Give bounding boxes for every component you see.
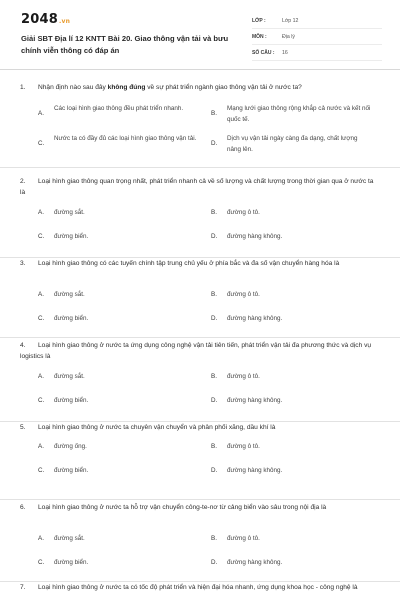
option-text: đường biển. (54, 315, 89, 322)
meta-row-class (252, 13, 382, 29)
question-stem (20, 340, 380, 362)
question-number: 2. (20, 178, 26, 185)
answer-option[interactable] (211, 396, 376, 418)
question-text-part: về sự phát triển ngành giao thông vận tải ở nước ta? (145, 84, 302, 91)
option-text: đường biển. (54, 467, 89, 474)
question-stem (20, 582, 380, 593)
site-logo[interactable] (21, 12, 70, 27)
answer-option[interactable] (211, 372, 376, 394)
option-text: đường sắt. (54, 291, 85, 298)
answer-option[interactable] (38, 396, 203, 418)
option-letter: B. (211, 110, 217, 117)
option-text: đường ống. (54, 443, 87, 450)
question-stem (20, 258, 380, 269)
question-number: 6. (20, 504, 26, 511)
option-letter: A. (38, 535, 44, 542)
meta-row-subject (252, 29, 382, 45)
question-item (0, 82, 400, 168)
option-letter: C. (38, 233, 45, 240)
option-letter: A. (38, 209, 44, 216)
question-number: 5. (20, 424, 26, 431)
question-item (0, 176, 400, 258)
option-letter: C. (38, 559, 45, 566)
meta-value: Địa lý (282, 33, 295, 40)
option-letter: D. (211, 397, 218, 404)
question-number: 7. (20, 584, 26, 591)
option-letter: A. (38, 373, 44, 380)
option-text: đường ô tô. (227, 209, 260, 216)
option-letter: B. (211, 373, 217, 380)
option-text: đường ô tô. (227, 373, 260, 380)
answer-option[interactable] (211, 208, 376, 230)
question-stem (20, 502, 380, 513)
option-text: đường ô tô. (227, 291, 260, 298)
option-text: đường hàng không. (227, 559, 283, 566)
answer-option[interactable] (211, 290, 376, 312)
question-text (38, 260, 339, 267)
option-letter: A. (38, 110, 44, 117)
option-text: đường hàng không. (227, 315, 283, 322)
option-letter: C. (38, 397, 45, 404)
option-letter: D. (211, 559, 218, 566)
question-text-part: Loại hình giao thông ở nước ta chuyên vận chuyển và phân phối xăng, dầu khí là (38, 424, 276, 431)
option-letter: D. (211, 467, 218, 474)
question-text-part: Loại hình giao thông ở nước ta có tốc độ phát triển và hiện đại hóa nhanh, ứng dụng khoa học - công nghệ là (38, 584, 358, 591)
answer-option[interactable] (38, 442, 203, 464)
option-text: Các loại hình giao thông đều phát triển nhanh. (54, 105, 184, 112)
answer-option[interactable] (38, 558, 203, 580)
option-letter: C. (38, 315, 45, 322)
answer-option[interactable] (211, 134, 376, 156)
option-text: đường biển. (54, 233, 89, 240)
question-text (38, 424, 275, 431)
option-letter: D. (211, 140, 218, 147)
question-item (0, 502, 400, 582)
document-meta (252, 13, 382, 61)
option-letter: D. (211, 315, 218, 322)
option-letter: B. (211, 209, 217, 216)
option-text: đường ô tô. (227, 443, 260, 450)
option-text: đường biển. (54, 559, 89, 566)
question-text-part: Loại hình giao thông ở nước ta ứng dụng công nghệ vận tải tiên tiến, phát triển vận tải đa phương thức và dịch vụ logistics là (20, 342, 372, 360)
question-stem (20, 422, 380, 433)
answer-option[interactable] (38, 372, 203, 394)
answer-option[interactable] (38, 314, 203, 336)
option-text: đường hàng không. (227, 397, 283, 404)
answer-option[interactable] (211, 442, 376, 464)
meta-value: 16 (282, 49, 288, 56)
option-text: Nước ta có đầy đủ các loại hình giao thông vận tải. (54, 135, 197, 142)
option-text: Mạng lưới giao thông rộng khắp cả nước và kết nối quốc tế. (227, 105, 371, 123)
answer-option[interactable] (38, 232, 203, 254)
page-header (0, 0, 400, 70)
answer-option[interactable] (38, 134, 203, 156)
logo-text: 2048 (21, 12, 58, 27)
option-text: đường sắt. (54, 535, 85, 542)
question-item (0, 258, 400, 338)
option-text: Dịch vụ vận tải ngày càng đa dạng, chất lượng nâng lên. (227, 135, 358, 153)
question-stem (20, 82, 380, 93)
question-stem (20, 176, 380, 198)
question-text-part: Loại hình giao thông ở nước ta hỗ trợ vận chuyển công-te-nơ từ cảng biển vào sâu trong nội địa là (38, 504, 327, 511)
question-item (0, 340, 400, 422)
question-item (0, 582, 400, 600)
answer-option[interactable] (211, 534, 376, 556)
option-text: đường sắt. (54, 373, 85, 380)
meta-value: Lớp 12 (282, 17, 299, 24)
question-number: 1. (20, 84, 26, 91)
question-text-part: Loại hình giao thông quan trọng nhất, phát triển nhanh cả về số lượng và chất lượng trong thời gian qua ở nước ta là (20, 178, 374, 196)
answer-option[interactable] (211, 466, 376, 488)
answer-option[interactable] (211, 314, 376, 336)
option-letter: D. (211, 233, 218, 240)
option-text: đường ô tô. (227, 535, 260, 542)
answer-option[interactable] (211, 104, 376, 126)
question-text (38, 584, 358, 591)
option-text: đường hàng không. (227, 233, 283, 240)
answer-option[interactable] (38, 466, 203, 488)
question-text-part: Loại hình giao thông có các tuyến chính tập trung chủ yếu ở phía bắc và đa số vận chuyển hàng hóa là (38, 260, 340, 267)
question-emphasis: không đúng (107, 84, 146, 91)
logo-tld: .vn (58, 18, 71, 25)
option-text: đường sắt. (54, 209, 85, 216)
question-text (38, 504, 326, 511)
question-text-part: Nhận định nào sau đây (38, 84, 108, 91)
meta-label: SỐ CÂU : (252, 49, 275, 56)
option-letter: B. (211, 535, 217, 542)
question-number: 3. (20, 260, 26, 267)
answer-option[interactable] (38, 104, 203, 126)
meta-label: LỚP : (252, 17, 266, 24)
answer-option[interactable] (38, 208, 203, 230)
meta-label: MÔN : (252, 33, 267, 40)
option-letter: A. (38, 291, 44, 298)
answer-option[interactable] (211, 232, 376, 254)
option-letter: C. (38, 467, 45, 474)
question-number: 4. (20, 342, 26, 349)
option-letter: A. (38, 443, 44, 450)
option-letter: B. (211, 443, 217, 450)
answer-option[interactable] (38, 534, 203, 556)
meta-row-count (252, 45, 382, 61)
question-text (20, 342, 371, 360)
option-letter: B. (211, 291, 217, 298)
question-text (38, 84, 302, 91)
option-text: đường biển. (54, 397, 89, 404)
document-title: Giải SBT Địa lí 12 KNTT Bài 20. Giao thông vận tải và bưu chính viễn thông có đáp án (21, 34, 229, 55)
question-item (0, 422, 400, 500)
question-text (20, 178, 373, 196)
option-letter: C. (38, 140, 45, 147)
answer-option[interactable] (38, 290, 203, 312)
answer-option[interactable] (211, 558, 376, 580)
option-text: đường hàng không. (227, 467, 283, 474)
